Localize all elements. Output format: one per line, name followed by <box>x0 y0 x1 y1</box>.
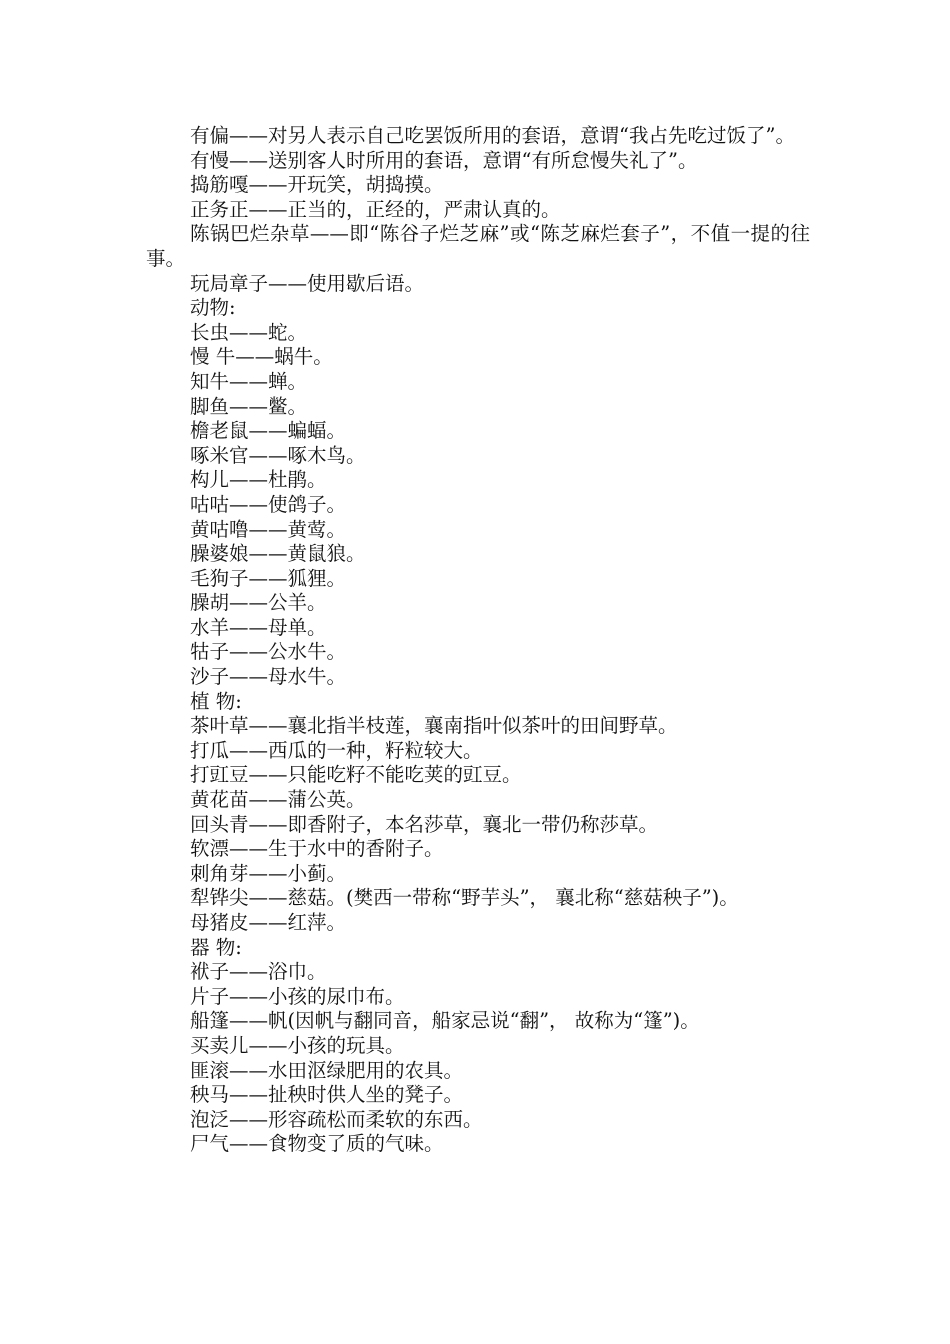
document-body <box>146 124 810 1157</box>
paragraph-youpian: 有偏——对另人表示自己吃罢饭所用的套语，意谓“我占先吃过饭了”。 <box>190 124 795 147</box>
entry-animal: 水羊——母单。 <box>190 615 327 639</box>
entry-object: 袱子——浴巾。 <box>190 960 327 984</box>
entry-animal: 沙子——母水牛。 <box>190 665 347 689</box>
entry-animal: 黄咕噜——黄莺。 <box>190 517 347 541</box>
entry-plant: 黄花苗——蒲公英。 <box>190 788 366 812</box>
entry-object: 匪滚——水田沤绿肥用的农具。 <box>190 1058 464 1082</box>
entry-animal: 脚鱼——鳖。 <box>190 394 308 418</box>
paragraph-zhengwuzheng: 正务正——正当的，正经的，严肃认真的。 <box>190 197 561 221</box>
paragraph-youman: 有慢——送别客人时所用的套语，意谓“有所怠慢失礼了”。 <box>190 148 698 172</box>
entry-animal: 咕咕——使鸽子。 <box>190 492 347 516</box>
entry-object: 片子——小孩的尿巾布。 <box>190 984 405 1008</box>
entry-plant: 茶叶草——襄北指半枝莲，襄南指叶似茶叶的田间野草。 <box>190 714 678 738</box>
entry-plant: 回头青——即香附子，本名莎草，襄北一带仍称莎草。 <box>190 812 659 836</box>
entry-animal: 慢 牛——蜗牛。 <box>190 345 333 369</box>
entry-animal: 长虫——蛇。 <box>190 320 308 344</box>
section-heading-animals: 动物: <box>190 296 236 320</box>
entry-animal: 毛狗子——狐狸。 <box>190 566 347 590</box>
entry-plant: 打豇豆——只能吃籽不能吃荚的豇豆。 <box>190 763 522 787</box>
entry-plant: 软漂——生于水中的香附子。 <box>190 837 444 861</box>
paragraph-chenguoba: 陈锅巴烂杂草——即“陈谷子烂芝麻”或“陈芝麻烂套子”，不值一提的往事。 <box>146 222 810 270</box>
entry-plant: 犁铧尖——慈菇。(樊西一带称“野芋头”， 襄北称“慈菇秧子”)。 <box>190 886 739 910</box>
entry-animal: 臊胡——公羊。 <box>190 591 327 615</box>
section-heading-plants: 植 物: <box>190 689 242 713</box>
entry-object: 买卖儿——小孩的玩具。 <box>190 1033 405 1057</box>
entry-animal: 檐老鼠——蝙蝠。 <box>190 419 347 443</box>
entry-object: 船篷——帆(因帆与翻同音，船家忌说“翻”， 故称为“篷”)。 <box>190 1009 700 1033</box>
entry-object: 泡泛——形容疏松而柔软的东西。 <box>190 1107 483 1131</box>
entry-animal: 臊婆娘——黄鼠狼。 <box>190 542 366 566</box>
paragraph-daojinga: 捣筋嘎——开玩笑，胡捣摸。 <box>190 173 444 197</box>
entry-animal: 啄米官——啄木鸟。 <box>190 443 366 467</box>
paragraph-wanjuzhangzi: 玩局章子——使用歇后语。 <box>190 271 425 295</box>
section-heading-objects: 器 物: <box>190 935 242 959</box>
entry-plant: 打瓜——西瓜的一种，籽粒较大。 <box>190 738 483 762</box>
entry-animal: 牯子——公水牛。 <box>190 640 347 664</box>
entry-plant: 刺角芽——小蓟。 <box>190 861 347 885</box>
entry-animal: 构儿——杜鹃。 <box>190 468 327 492</box>
entry-object: 秧马——扯秧时供人坐的凳子。 <box>190 1083 464 1107</box>
entry-plant: 母猪皮——红萍。 <box>190 911 347 934</box>
entry-animal: 知牛——蝉。 <box>190 369 308 393</box>
entry-object: 尸气——食物变了质的气味。 <box>190 1132 444 1156</box>
